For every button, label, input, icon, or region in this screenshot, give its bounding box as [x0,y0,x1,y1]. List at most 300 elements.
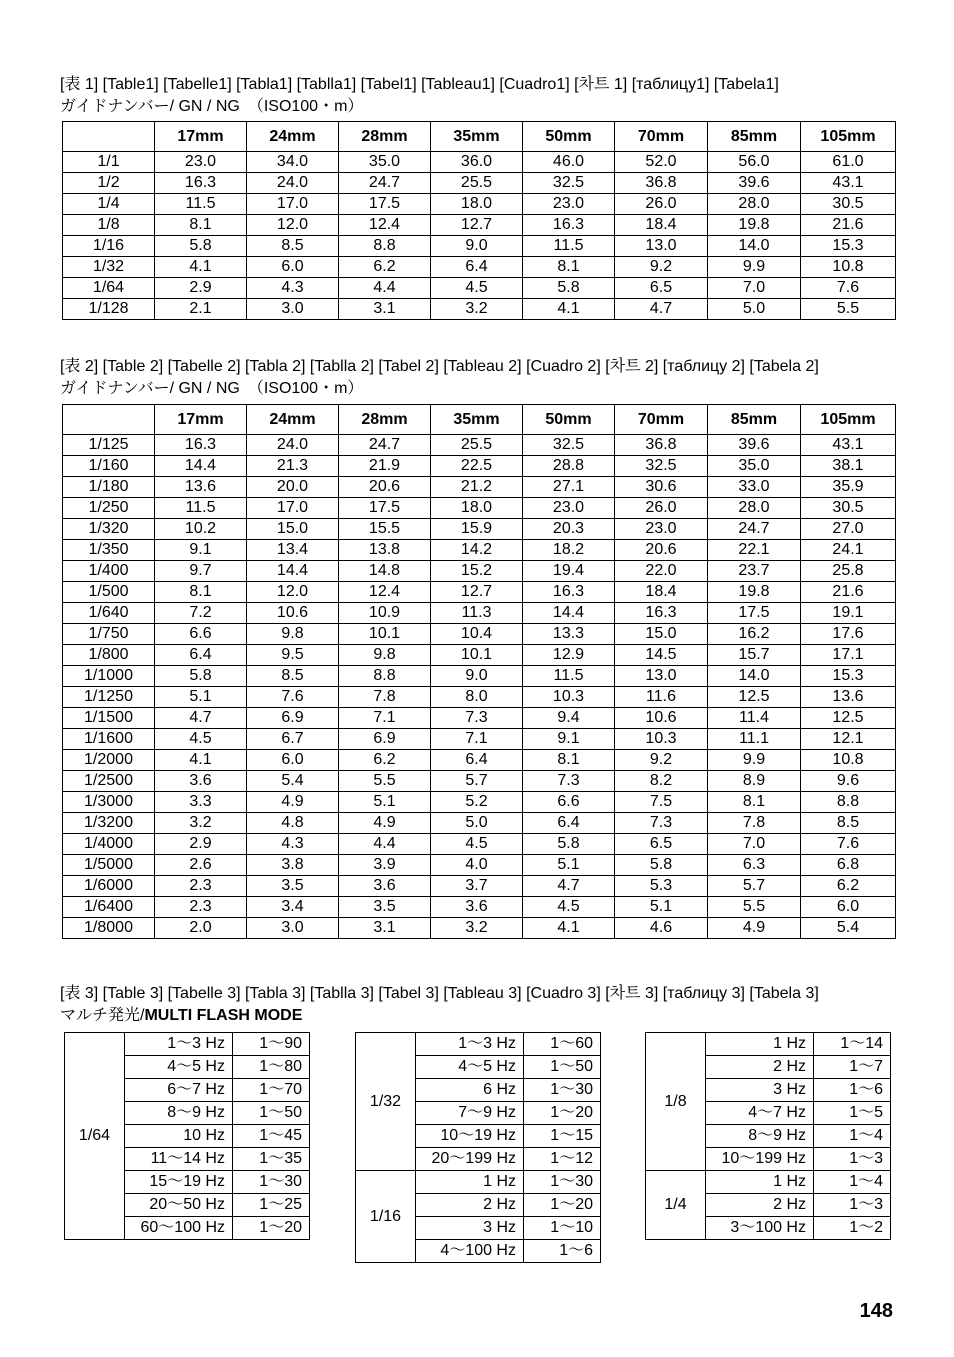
guide-number-cell: 2.9 [155,278,247,299]
column-header: 24mm [247,122,339,152]
guide-number-cell: 11.5 [523,236,615,257]
power-level-cell: 1/16 [63,236,155,257]
table-row [63,477,896,498]
guide-number-cell: 27.0 [801,519,896,540]
column-header: 105mm [801,405,896,435]
power-level-cell: 1/64 [65,1033,125,1240]
guide-number-cell: 3.0 [247,299,339,320]
guide-number-cell: 12.1 [801,729,896,750]
frequency-cell: 2 Hz [416,1194,524,1217]
power-level-cell: 1/350 [63,540,155,561]
guide-number-cell: 14.8 [339,561,431,582]
guide-number-cell: 2.1 [155,299,247,320]
guide-number-cell: 19.1 [801,603,896,624]
guide-number-cell: 3.7 [431,876,523,897]
guide-number-cell: 17.1 [801,645,896,666]
guide-number-cell: 11.3 [431,603,523,624]
guide-number-cell: 35.0 [708,456,801,477]
guide-number-cell: 5.3 [615,876,708,897]
column-header: 35mm [431,405,523,435]
guide-number-cell: 33.0 [708,477,801,498]
guide-number-cell: 5.0 [431,813,523,834]
guide-number-cell: 5.1 [155,687,247,708]
guide-number-cell: 4.3 [247,834,339,855]
table1-caption-line1: [表 1] [Table1] [Tabelle1] [Tabla1] [Tablla1] [Tabel1] [Tableau1] [Cuadro1] [차트 1] [таблицу1] [Tabela1] [60,76,779,93]
flash-count-cell: 1〜35 [233,1148,310,1171]
frequency-cell: 8〜9 Hz [706,1125,814,1148]
table1-caption [60,74,910,118]
column-header: 24mm [247,405,339,435]
flash-count-cell: 1〜20 [524,1102,601,1125]
guide-number-cell: 8.5 [247,666,339,687]
guide-number-cell: 36.8 [615,173,708,194]
table-row [63,278,896,299]
frequency-cell: 10〜19 Hz [416,1125,524,1148]
guide-number-cell: 30.5 [801,498,896,519]
flash-count-cell: 1〜4 [814,1125,891,1148]
guide-number-cell: 26.0 [615,498,708,519]
multi-flash-table-1-8-1-4 [645,1032,891,1240]
frequency-cell: 4〜5 Hz [125,1056,233,1079]
power-level-cell: 1/640 [63,603,155,624]
guide-number-cell: 13.8 [339,540,431,561]
guide-number-cell: 10.2 [155,519,247,540]
guide-number-cell: 30.5 [801,194,896,215]
guide-number-cell: 39.6 [708,173,801,194]
frequency-cell: 6〜7 Hz [125,1079,233,1102]
frequency-cell: 2 Hz [706,1056,814,1079]
guide-number-cell: 14.5 [615,645,708,666]
guide-number-cell: 7.8 [339,687,431,708]
power-level-cell: 1/2500 [63,771,155,792]
guide-number-cell: 3.1 [339,918,431,939]
guide-number-cell: 10.9 [339,603,431,624]
power-level-cell: 1/320 [63,519,155,540]
guide-number-cell: 3.6 [431,897,523,918]
flash-count-cell: 1〜30 [233,1171,310,1194]
guide-number-cell: 6.4 [523,813,615,834]
column-header: 50mm [523,122,615,152]
power-level-cell: 1/128 [63,299,155,320]
guide-number-cell: 4.9 [708,918,801,939]
guide-number-cell: 3.5 [247,876,339,897]
table-row [63,792,896,813]
table-row [63,897,896,918]
guide-number-cell: 7.6 [247,687,339,708]
guide-number-cell: 3.2 [431,299,523,320]
guide-number-cell: 20.6 [615,540,708,561]
guide-number-cell: 24.7 [339,435,431,456]
column-header: 85mm [708,122,801,152]
guide-number-cell: 9.0 [431,236,523,257]
frequency-cell: 1〜3 Hz [416,1033,524,1056]
guide-number-cell: 24.7 [708,519,801,540]
guide-number-cell: 8.1 [523,750,615,771]
guide-number-cell: 3.2 [431,918,523,939]
frequency-cell: 1 Hz [416,1171,524,1194]
frequency-cell: 3〜100 Hz [706,1217,814,1240]
guide-number-cell: 11.5 [155,194,247,215]
guide-number-cell: 6.6 [155,624,247,645]
guide-number-cell: 23.0 [523,194,615,215]
power-level-cell: 1/3200 [63,813,155,834]
power-level-cell: 1/4 [63,194,155,215]
guide-number-cell: 11.5 [523,666,615,687]
guide-number-cell: 4.0 [431,855,523,876]
guide-number-cell: 7.3 [523,771,615,792]
guide-number-cell: 4.5 [431,278,523,299]
flash-count-cell: 1〜80 [233,1056,310,1079]
guide-number-cell: 5.8 [155,236,247,257]
table-row [63,603,896,624]
guide-number-cell: 16.3 [615,603,708,624]
power-level-cell: 1/16 [356,1171,416,1263]
table-row [65,1033,310,1056]
guide-number-cell: 3.2 [155,813,247,834]
guide-number-cell: 15.3 [801,666,896,687]
power-level-cell: 1/1 [63,152,155,173]
guide-number-cell: 15.0 [247,519,339,540]
guide-number-cell: 38.1 [801,456,896,477]
flash-count-cell: 1〜6 [524,1240,601,1263]
table-row [63,834,896,855]
power-level-cell: 1/64 [63,278,155,299]
guide-number-cell: 4.1 [155,257,247,278]
flash-count-cell: 1〜12 [524,1148,601,1171]
table-row [646,1171,891,1194]
guide-number-cell: 12.4 [339,215,431,236]
guide-number-cell: 8.2 [615,771,708,792]
guide-number-cell: 5.5 [801,299,896,320]
power-level-cell: 1/32 [63,257,155,278]
guide-number-cell: 11.5 [155,498,247,519]
guide-number-cell: 6.0 [247,257,339,278]
guide-number-cell: 8.5 [801,813,896,834]
column-header [63,122,155,152]
frequency-cell: 7〜9 Hz [416,1102,524,1125]
guide-number-cell: 5.0 [708,299,801,320]
guide-number-cell: 10.4 [431,624,523,645]
guide-number-cell: 12.7 [431,582,523,603]
guide-number-table-2 [62,404,896,939]
frequency-cell: 1 Hz [706,1171,814,1194]
guide-number-cell: 8.1 [155,582,247,603]
header-row [63,405,896,435]
table-row [63,173,896,194]
guide-number-cell: 18.0 [431,498,523,519]
column-header: 28mm [339,405,431,435]
column-header: 28mm [339,122,431,152]
guide-number-cell: 2.0 [155,918,247,939]
guide-number-cell: 20.6 [339,477,431,498]
guide-number-cell: 7.0 [708,834,801,855]
column-header: 50mm [523,405,615,435]
guide-number-cell: 8.8 [339,236,431,257]
guide-number-cell: 21.2 [431,477,523,498]
guide-number-cell: 20.0 [247,477,339,498]
guide-number-cell: 22.1 [708,540,801,561]
guide-number-cell: 12.4 [339,582,431,603]
guide-number-cell: 10.8 [801,750,896,771]
guide-number-cell: 32.5 [523,173,615,194]
guide-number-cell: 2.6 [155,855,247,876]
guide-number-cell: 14.2 [431,540,523,561]
guide-number-cell: 2.9 [155,834,247,855]
power-level-cell: 1/4 [646,1171,706,1240]
guide-number-cell: 12.5 [801,708,896,729]
guide-number-cell: 5.1 [339,792,431,813]
table-row [646,1033,891,1056]
guide-number-cell: 5.8 [155,666,247,687]
guide-number-cell: 20.3 [523,519,615,540]
header-row [63,122,896,152]
guide-number-cell: 3.4 [247,897,339,918]
guide-number-cell: 13.3 [523,624,615,645]
guide-number-cell: 12.0 [247,215,339,236]
guide-number-cell: 5.1 [615,897,708,918]
flash-count-cell: 1〜30 [524,1079,601,1102]
guide-number-cell: 6.0 [801,897,896,918]
guide-number-cell: 25.5 [431,435,523,456]
guide-number-cell: 12.9 [523,645,615,666]
guide-number-cell: 9.8 [247,624,339,645]
guide-number-cell: 21.6 [801,582,896,603]
table3-caption-line2 [60,1005,910,1027]
table-row [63,435,896,456]
flash-count-cell: 1〜50 [524,1056,601,1079]
guide-number-cell: 7.5 [615,792,708,813]
guide-number-cell: 46.0 [523,152,615,173]
guide-number-cell: 5.5 [708,897,801,918]
power-level-cell: 1/6400 [63,897,155,918]
guide-number-cell: 4.6 [615,918,708,939]
guide-number-cell: 7.1 [431,729,523,750]
guide-number-cell: 23.0 [615,519,708,540]
guide-number-cell: 4.1 [155,750,247,771]
guide-number-cell: 39.6 [708,435,801,456]
table-row [63,624,896,645]
power-level-cell: 1/1500 [63,708,155,729]
guide-number-cell: 18.0 [431,194,523,215]
guide-number-cell: 15.3 [801,236,896,257]
table-row [63,876,896,897]
frequency-cell: 8〜9 Hz [125,1102,233,1125]
guide-number-cell: 9.1 [155,540,247,561]
guide-number-cell: 11.1 [708,729,801,750]
guide-number-cell: 25.5 [431,173,523,194]
multi-flash-table-1-32-1-16 [355,1032,601,1263]
guide-number-cell: 5.8 [523,834,615,855]
frequency-cell: 11〜14 Hz [125,1148,233,1171]
table-row [63,687,896,708]
guide-number-cell: 4.4 [339,834,431,855]
table-row [63,750,896,771]
guide-number-cell: 61.0 [801,152,896,173]
flash-count-cell: 1〜25 [233,1194,310,1217]
guide-number-cell: 17.5 [708,603,801,624]
guide-number-cell: 32.5 [615,456,708,477]
guide-number-cell: 35.0 [339,152,431,173]
guide-number-cell: 9.7 [155,561,247,582]
guide-number-cell: 17.0 [247,498,339,519]
flash-count-cell: 1〜2 [814,1217,891,1240]
guide-number-cell: 5.5 [339,771,431,792]
flash-count-cell: 1〜14 [814,1033,891,1056]
guide-number-cell: 5.4 [247,771,339,792]
guide-number-cell: 10.3 [615,729,708,750]
flash-count-cell: 1〜15 [524,1125,601,1148]
guide-number-cell: 4.7 [615,299,708,320]
guide-number-cell: 21.6 [801,215,896,236]
guide-number-cell: 7.1 [339,708,431,729]
guide-number-cell: 4.7 [523,876,615,897]
flash-count-cell: 1〜30 [524,1171,601,1194]
column-header [63,405,155,435]
table-row [63,708,896,729]
guide-number-cell: 8.8 [801,792,896,813]
frequency-cell: 10〜199 Hz [706,1148,814,1171]
guide-number-cell: 19.4 [523,561,615,582]
frequency-cell: 1 Hz [706,1033,814,1056]
guide-number-cell: 4.8 [247,813,339,834]
guide-number-cell: 14.4 [523,603,615,624]
flash-count-cell: 1〜10 [524,1217,601,1240]
table-row [63,519,896,540]
guide-number-cell: 13.0 [615,236,708,257]
power-level-cell: 1/8000 [63,918,155,939]
guide-number-cell: 17.5 [339,194,431,215]
guide-number-cell: 25.8 [801,561,896,582]
flash-count-cell: 1〜4 [814,1171,891,1194]
guide-number-cell: 3.6 [155,771,247,792]
table-row [63,666,896,687]
table3-caption-prefix: マルチ発光/ [60,1007,145,1024]
guide-number-cell: 4.9 [339,813,431,834]
guide-number-cell: 4.1 [523,918,615,939]
guide-number-cell: 32.5 [523,435,615,456]
flash-count-cell: 1〜5 [814,1102,891,1125]
guide-number-cell: 4.9 [247,792,339,813]
column-header: 70mm [615,122,708,152]
guide-number-cell: 15.0 [615,624,708,645]
guide-number-cell: 3.1 [339,299,431,320]
guide-number-cell: 7.6 [801,278,896,299]
guide-number-cell: 6.2 [339,750,431,771]
page-number: 148 [859,1300,893,1322]
table-row [63,582,896,603]
guide-number-cell: 4.1 [523,299,615,320]
guide-number-cell: 12.5 [708,687,801,708]
flash-count-cell: 1〜50 [233,1102,310,1125]
guide-number-cell: 6.6 [523,792,615,813]
table3-caption-line1: [表 3] [Table 3] [Tabelle 3] [Tabla 3] [Tablla 3] [Tabel 3] [Tableau 3] [Cuadro 3] [차트 3] [таблицу 3] [Tabela 3] [60,985,819,1002]
guide-number-cell: 5.1 [523,855,615,876]
guide-number-cell: 16.3 [155,435,247,456]
guide-number-cell: 9.0 [431,666,523,687]
table2-caption-line2: ガイドナンバー/ GN / NG （ISO100・m） [60,380,364,397]
power-level-cell: 1/180 [63,477,155,498]
guide-number-cell: 4.4 [339,278,431,299]
guide-number-cell: 18.4 [615,215,708,236]
frequency-cell: 20〜50 Hz [125,1194,233,1217]
guide-number-cell: 9.9 [708,750,801,771]
guide-number-cell: 13.6 [155,477,247,498]
table1-caption-line2: ガイドナンバー/ GN / NG （ISO100・m） [60,98,364,115]
guide-number-cell: 6.9 [247,708,339,729]
table-row [63,456,896,477]
guide-number-cell: 22.0 [615,561,708,582]
power-level-cell: 1/6000 [63,876,155,897]
guide-number-cell: 14.0 [708,236,801,257]
frequency-cell: 10 Hz [125,1125,233,1148]
flash-count-cell: 1〜20 [233,1217,310,1240]
frequency-cell: 60〜100 Hz [125,1217,233,1240]
frequency-cell: 15〜19 Hz [125,1171,233,1194]
table-row [356,1171,601,1194]
guide-number-cell: 30.6 [615,477,708,498]
flash-count-cell: 1〜3 [814,1194,891,1217]
guide-number-cell: 6.8 [801,855,896,876]
frequency-cell: 4〜100 Hz [416,1240,524,1263]
guide-number-cell: 26.0 [615,194,708,215]
guide-number-cell: 9.5 [247,645,339,666]
guide-number-cell: 17.6 [801,624,896,645]
guide-number-cell: 23.0 [523,498,615,519]
power-level-cell: 1/3000 [63,792,155,813]
guide-number-cell: 3.5 [339,897,431,918]
guide-number-cell: 17.0 [247,194,339,215]
table-row [63,257,896,278]
guide-number-cell: 13.4 [247,540,339,561]
guide-number-cell: 24.0 [247,173,339,194]
guide-number-cell: 21.3 [247,456,339,477]
guide-number-cell: 15.9 [431,519,523,540]
guide-number-cell: 18.4 [615,582,708,603]
table2-caption [60,356,910,400]
guide-number-cell: 16.3 [523,215,615,236]
guide-number-cell: 6.4 [431,750,523,771]
guide-number-cell: 10.1 [339,624,431,645]
guide-number-cell: 9.2 [615,257,708,278]
guide-number-cell: 3.3 [155,792,247,813]
table-row [63,729,896,750]
guide-number-cell: 6.3 [708,855,801,876]
power-level-cell: 1/1250 [63,687,155,708]
guide-number-cell: 9.1 [523,729,615,750]
frequency-cell: 3 Hz [416,1217,524,1240]
guide-number-cell: 8.9 [708,771,801,792]
guide-number-cell: 10.6 [247,603,339,624]
guide-number-cell: 11.4 [708,708,801,729]
table-row [63,540,896,561]
power-level-cell: 1/2000 [63,750,155,771]
guide-number-cell: 5.8 [615,855,708,876]
table-row [63,215,896,236]
guide-number-cell: 8.1 [155,215,247,236]
guide-number-cell: 16.2 [708,624,801,645]
guide-number-cell: 3.9 [339,855,431,876]
frequency-cell: 3 Hz [706,1079,814,1102]
power-level-cell: 1/750 [63,624,155,645]
guide-number-cell: 15.7 [708,645,801,666]
guide-number-cell: 3.6 [339,876,431,897]
table-row [63,918,896,939]
guide-number-cell: 5.4 [801,918,896,939]
guide-number-cell: 16.3 [155,173,247,194]
guide-number-cell: 8.0 [431,687,523,708]
guide-number-cell: 6.5 [615,834,708,855]
guide-number-cell: 4.5 [155,729,247,750]
